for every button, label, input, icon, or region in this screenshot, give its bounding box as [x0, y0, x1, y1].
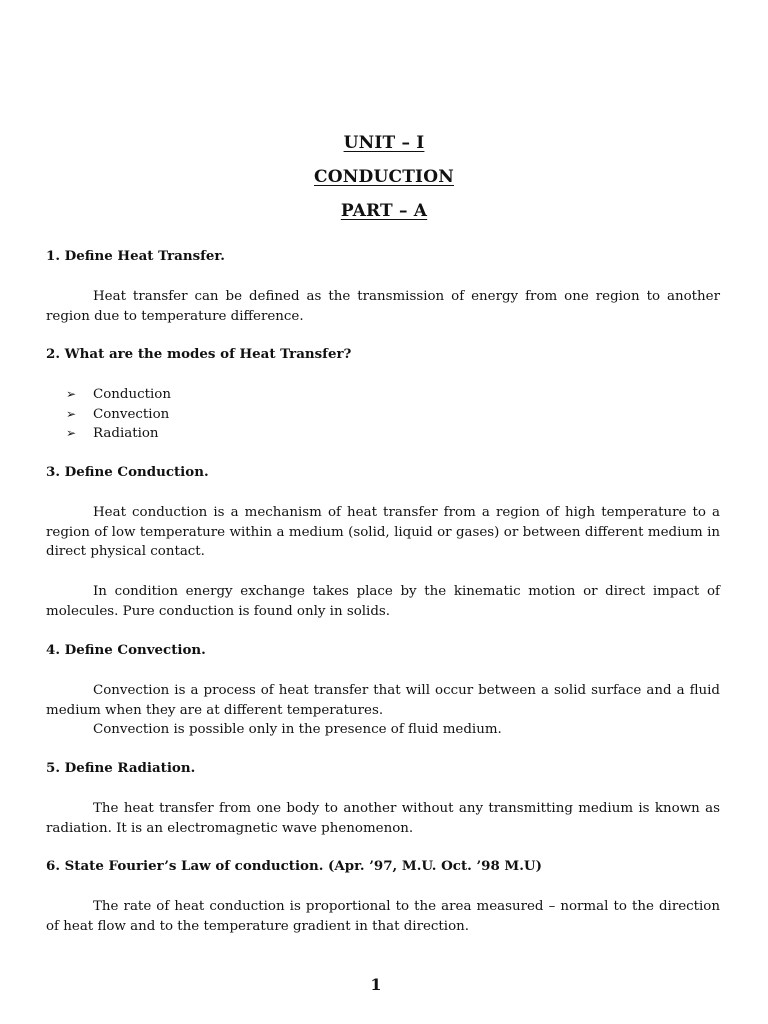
part-heading: PART – A [340, 201, 428, 221]
answer-5-paragraph: The heat transfer from one body to another without any transmitting medium is known as radiation. It is an electromagnetic wave phenomenon. [46, 801, 720, 836]
answer-3-paragraph-1: Heat conduction is a mechanism of heat transfer from a region of high temperature to a region of low temperature within a medium (solid, liquid or gases) or between different medium in direct physical contact. [46, 505, 720, 559]
list-item [66, 424, 171, 444]
question-4: 4. Define Convection. [46, 642, 206, 658]
list-item [66, 405, 171, 425]
question-2: 2. What are the modes of Heat Transfer? [46, 346, 352, 362]
question-5: 5. Define Radiation. [46, 760, 196, 776]
answer-4-paragraph-1: Convection is a process of heat transfer that will occur between a solid surface and a fluid medium when they are at different temperatures. [46, 683, 720, 718]
question-6: 6. State Fourier’s Law of conduction. (Apr. ’97, M.U. Oct. ’98 M.U) [46, 858, 542, 874]
chapter-title: CONDUCTION [314, 167, 454, 187]
list-item-label: Convection [93, 406, 170, 422]
list-item-label: Conduction [93, 387, 171, 402]
arrow-bullet-icon: ➢ [66, 426, 77, 441]
list-item-label: Radiation [93, 426, 159, 442]
question-3: 3. Define Conduction. [46, 464, 209, 480]
page-number: 1 [370, 975, 382, 994]
list-item [66, 385, 171, 405]
arrow-bullet-icon: ➢ [66, 387, 77, 401]
modes-list [66, 385, 171, 444]
answer-1-paragraph: Heat transfer can be defined as the transmission of energy from one region to another region due to temperature difference. [46, 289, 720, 324]
question-1: 1. Define Heat Transfer. [46, 248, 225, 264]
answer-3-paragraph-2: In condition energy exchange takes place by the kinematic motion or direct impact of molecules. Pure conduction is found only in solids. [46, 584, 720, 619]
unit-heading: UNIT – I [343, 133, 425, 153]
answer-6-paragraph: The rate of heat conduction is proportional to the area measured – normal to the direction of heat flow and to the temperature gradient in that direction. [46, 899, 720, 934]
answer-4-paragraph-2: Convection is possible only in the presence of fluid medium. [93, 722, 502, 737]
arrow-bullet-icon: ➢ [66, 406, 77, 421]
